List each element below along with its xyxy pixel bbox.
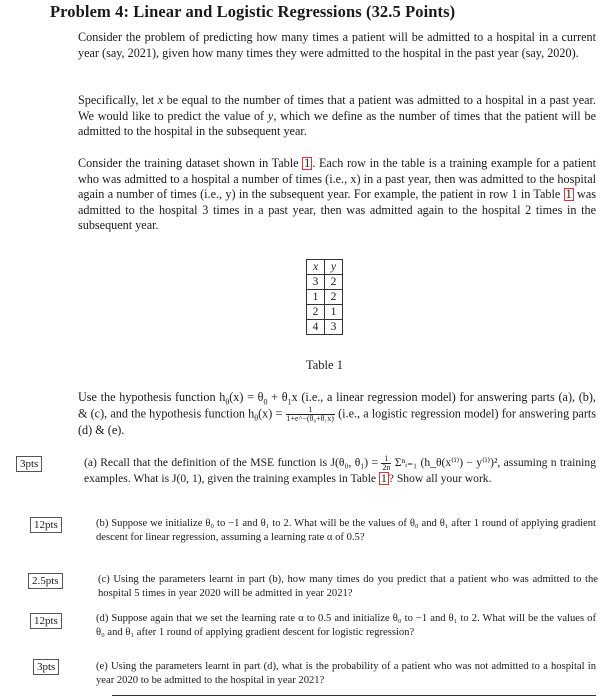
points-badge-d: 12pts <box>30 613 62 629</box>
table-header-x: x <box>307 260 325 275</box>
table-cell: 2 <box>325 275 343 290</box>
table-cell: 3 <box>325 320 343 335</box>
points-badge-b: 12pts <box>30 517 62 533</box>
hypothesis-paragraph: Use the hypothesis function $h_\theta(x) = \theta_0 + \theta_1x$ (i.e., a linear regression model) for answering parts (a), (b), & (c), and the hypothesis function $h_\theta(x)$ = $\frac{1}{\text{1+e\textasciicircum{}−(θ₀+θ₁x)}}$ (i.e., a logistic regression model) for answering parts (d) & (e). <box>78 390 597 437</box>
part-e-question: (e) Using the parameters learnt in part (d), what is the probability of a patient who was not admitted to a hospital in year 2020 to be admitted to the hospital in year 2021? <box>96 661 596 686</box>
training-data-table <box>306 259 343 335</box>
hyp-text-c: + θ <box>267 390 288 404</box>
table-cell: 2 <box>325 290 343 305</box>
intro-paragraph-3 <box>78 156 596 234</box>
table-cell: 1 <box>307 290 325 305</box>
table-ref-link-2[interactable]: 1 <box>565 187 572 202</box>
hyp-text-e: (x) = <box>258 405 286 420</box>
table-header-row <box>307 260 343 275</box>
table-header-y: y <box>325 260 343 275</box>
intro-paragraph-2 <box>78 93 596 140</box>
bottom-rule-divider <box>112 695 596 696</box>
sigmoid-fraction <box>286 406 335 423</box>
table-ref-link-1[interactable]: 1 <box>304 156 311 170</box>
table-cell: 3 <box>307 275 325 290</box>
hyp-text-f: (i.e., a logistic regression model) for answering parts (d) & (e). <box>78 405 597 437</box>
mse-denominator: 2n <box>382 463 391 472</box>
p2-text-c: , which we define as the number of times that the patient will be admitted to the hospital in the subsequent year. <box>78 108 596 139</box>
hyp-text-a: Use the hypothesis function h <box>78 390 226 404</box>
p3-text-c: was admitted to the hospital 3 times in a past year, then was admitted again to the hospital 2 times in the subsequent year. <box>78 187 596 233</box>
sigmoid-numerator: 1 <box>286 406 335 415</box>
p2-text-b: be equal to the number of times that a patient was admitted to a hospital in a past year. We would like to predict the value of <box>78 93 596 123</box>
part-a-text-a: (a) Recall that the definition of the MSE function is J(θ₀, θ₁) = <box>84 456 382 470</box>
table-row <box>307 305 343 320</box>
table-cell: 2 <box>307 305 325 320</box>
part-d-question: (d) Suppose again that we set the learning rate α to 0.5 and initialize θ₀ to −1 and θ₁ to 2. What will be the values of θ₀ and θ₁ after 1 round of applying gradient descent for logistic regression? <box>96 613 596 638</box>
p2-text-a: Specifically, let <box>78 93 158 107</box>
part-b-question: (b) Suppose we initialize θ₀ to −1 and θ₁ to 2. What will be the values of θ₀ and θ₁ after 1 round of applying gradient descent for linear regression, assuming a learning rate α of 0.5? <box>96 518 596 543</box>
points-badge-a: 3pts <box>16 456 42 472</box>
table-cell: 4 <box>307 320 325 335</box>
part-a-question <box>84 455 596 487</box>
points-badge-e: 3pts <box>33 659 59 675</box>
table-ref-link-3[interactable]: 1 <box>380 472 387 485</box>
table-row <box>307 290 343 305</box>
table-cell: 1 <box>325 305 343 320</box>
table-row <box>307 320 343 335</box>
points-badge-c: 2.5pts <box>28 573 63 589</box>
table-caption: Table 1 <box>306 358 343 372</box>
mse-numerator: 1 <box>381 455 391 464</box>
var-x: x <box>157 93 164 107</box>
problem-title: Problem 4: Linear and Logistic Regressions (32.5 Points) <box>50 2 456 21</box>
part-a-text-b: Σⁿᵢ₌₁ (h_θ(x⁽ⁱ⁾) − y⁽ⁱ⁾)², assuming n training examples. What is J(0, 1), given the training examples in Table <box>84 456 596 485</box>
hyp-text-d: x (i.e., a linear regression model) for answering parts (a), (b), & (c), and the hypothesis function h <box>78 390 596 420</box>
p3-text-a: Consider the training dataset shown in Table <box>78 156 303 170</box>
table-row <box>307 275 343 290</box>
p3-text-b: . Each row in the table is a training example for a patient who was admitted to a hospital a number of times (i.e., x) in a past year, then was admitted to the hospital again a number of times (i.e., y) in the subsequent year. For example, the patient in row 1 in Table <box>78 156 596 202</box>
intro-paragraph-1: Consider the problem of predicting how many times a patient will be admitted to a hospital in a current year (say, 2021), given how many times they were admitted to the hospital in the past year (say, 2020). <box>78 30 596 60</box>
hyp-text-b: (x) = θ <box>229 390 264 404</box>
sigmoid-denominator: 1+e^−(θ₀+θ₁x) <box>286 413 334 423</box>
part-a-text-c: ? Show all your work. <box>388 472 492 485</box>
var-y: y <box>267 108 274 123</box>
part-c-question: (c) Using the parameters learnt in part (b), how many times do you predict that a patient who was admitted to the hospital 5 times in year 2020 will be admitted in year 2021? <box>98 574 598 599</box>
mse-fraction <box>381 455 391 472</box>
